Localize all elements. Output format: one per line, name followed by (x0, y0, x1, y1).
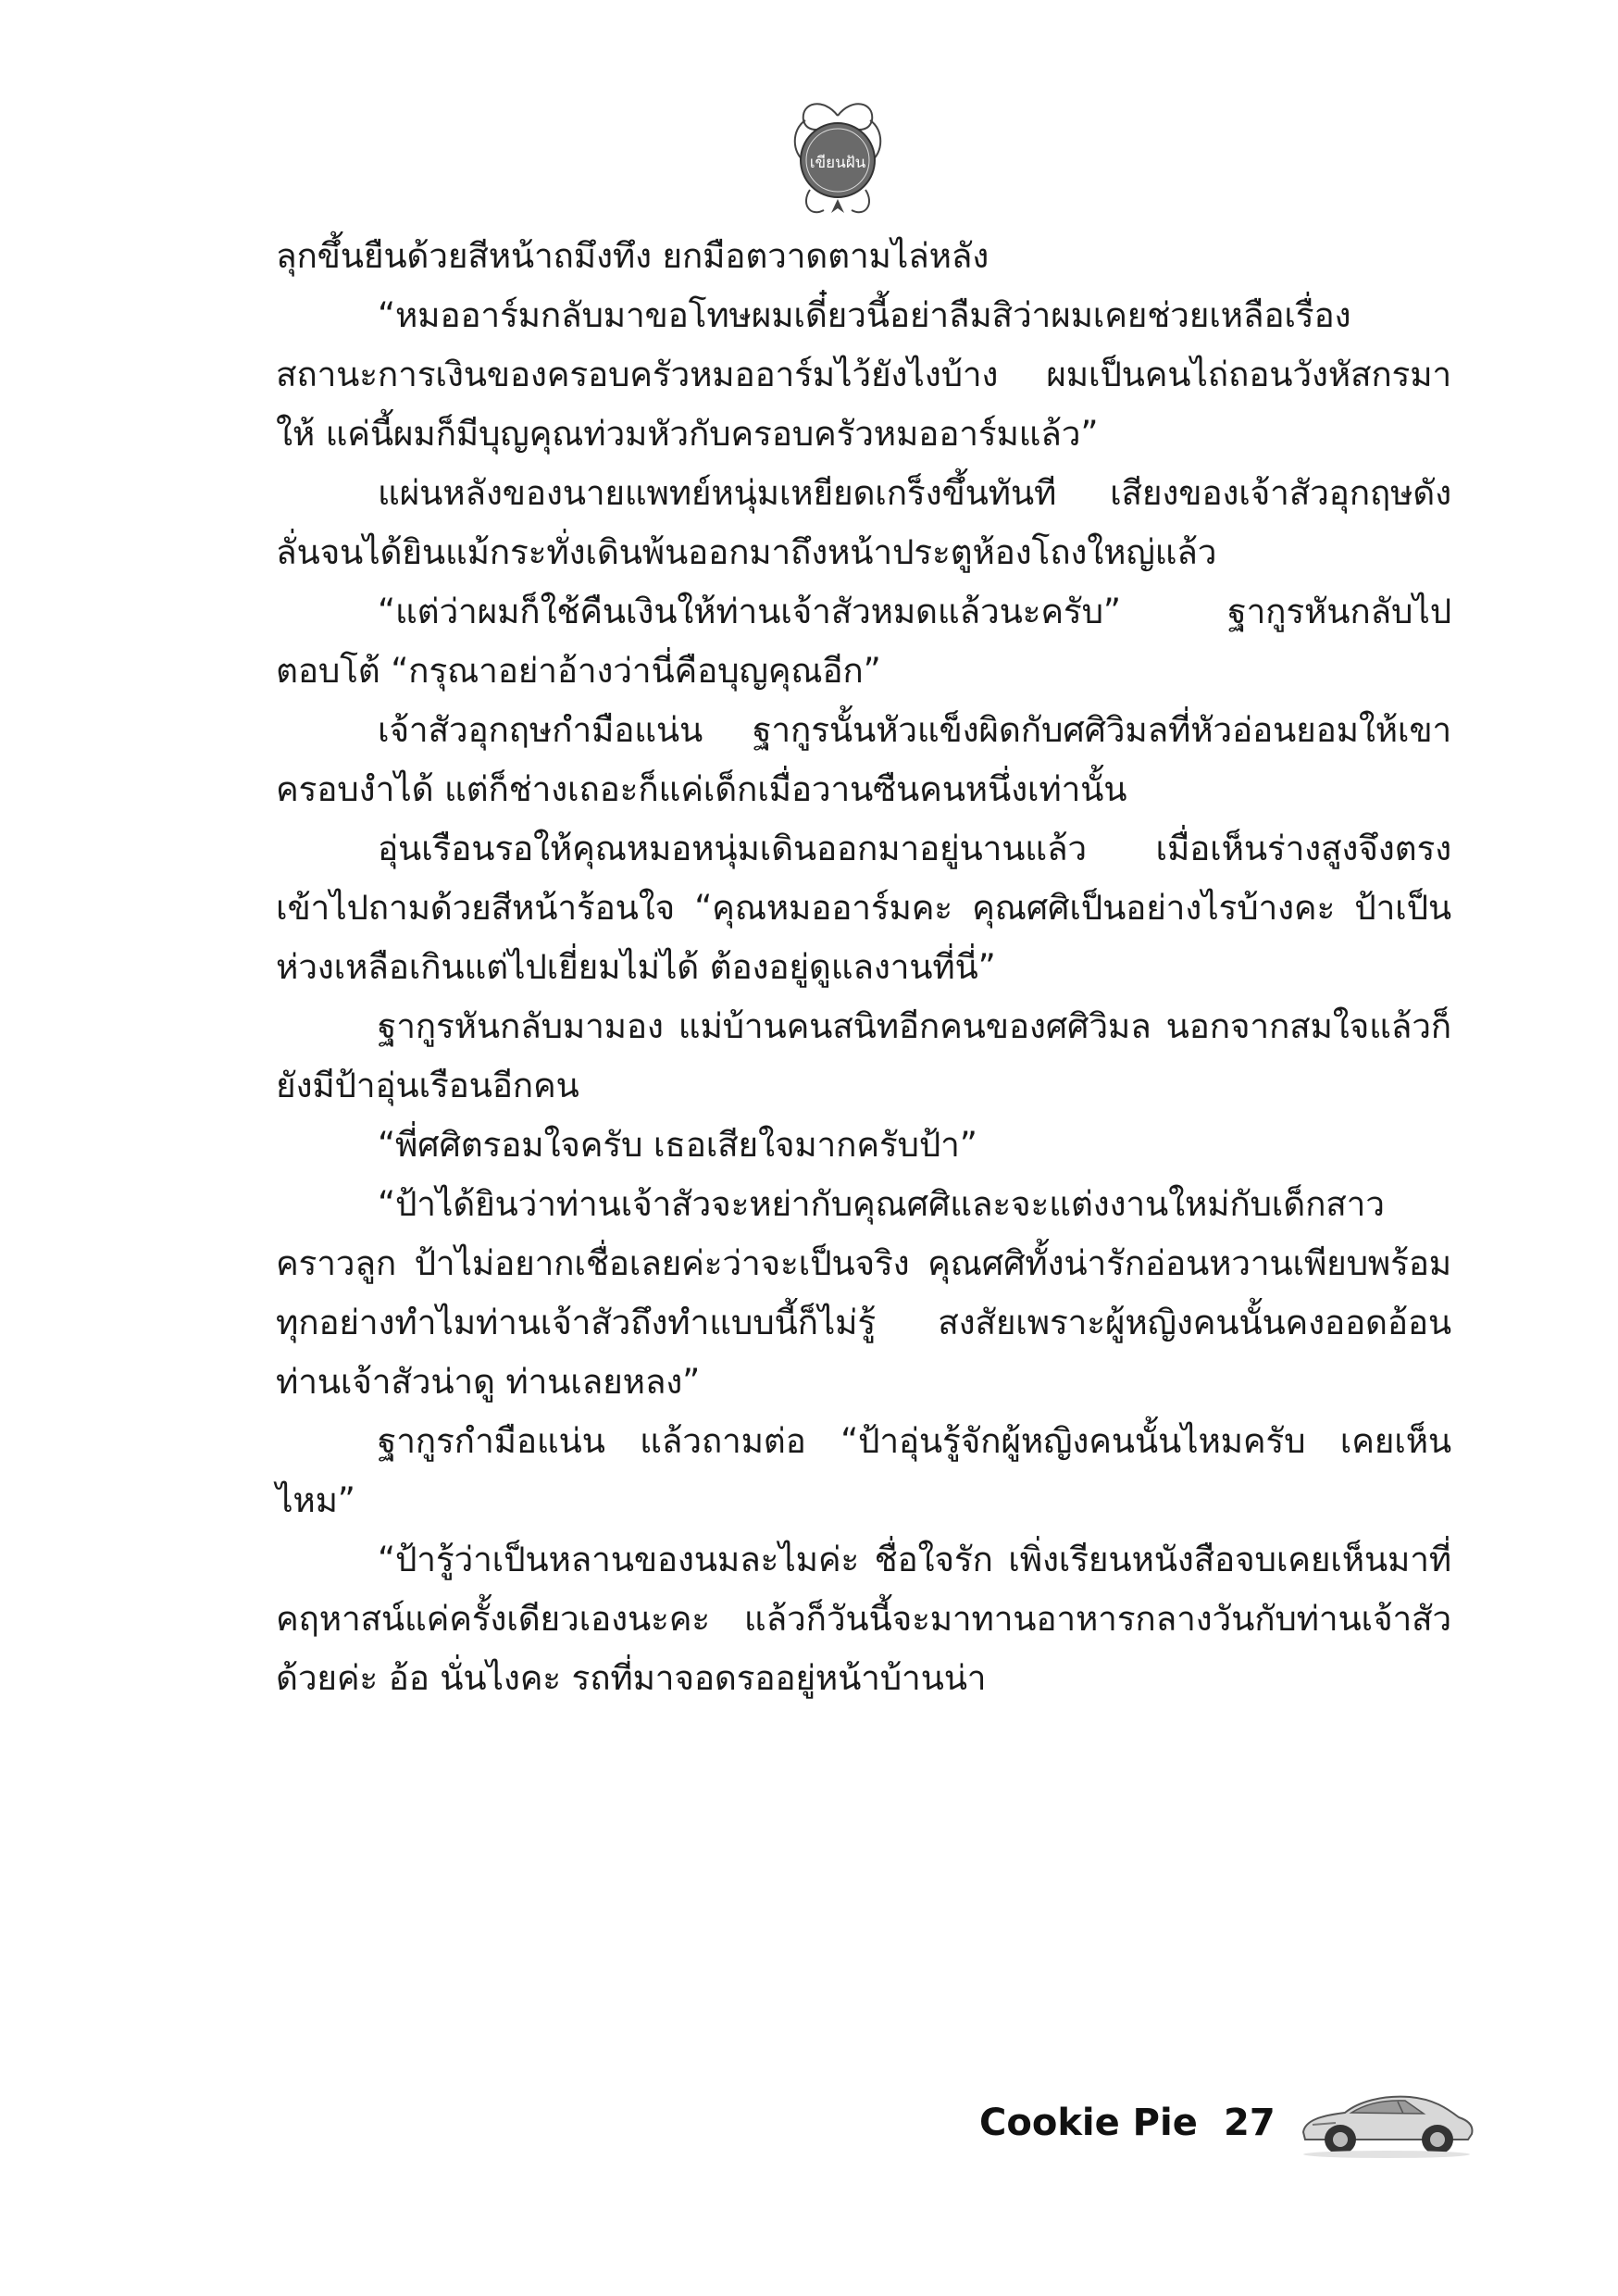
ornament-text: เขียนฝัน (809, 154, 866, 172)
paragraph: ฐากูรกำมือแน่น แล้วถามต่อ “ป้าอุ่นรู้จักผู้หญิงคนนั้นไหมครับ เคยเห็นไหม” (276, 1421, 1451, 1520)
paragraph: แผ่นหลังของนายแพทย์หนุ่มเหยียดเกร็งขึ้นทันที เสียงของเจ้าสัวอุกฤษดังลั่นจนได้ยินแม้กระทั่งเดินพ้นออกมาถึงหน้าประตูห้องโถงใหญ่แล้ว (276, 473, 1451, 572)
paragraph: ลุกขึ้นยืนด้วยสีหน้าถมึงทึง ยกมือตวาดตามไล่หลัง (276, 236, 989, 276)
paragraph: “พี่ศศิตรอมใจครับ เธอเสียใจมากครับป้า” (378, 1125, 977, 1165)
paragraph: “ป้าได้ยินว่าท่านเจ้าสัวจะหย่ากับคุณศศิและจะแต่งงานใหม่กับเด็กสาวคราวลูก ป้าไม่อยากเชื่อเลยค่ะว่าจะเป็นจริง คุณศศิทั้งน่ารักอ่อนหวานเพียบพร้อมทุกอย่างทำไมท่านเจ้าสัวถึงทำแบบนี้ก็ไม่รู้ สงสัยเพราะผู้หญิงคนนั้นคงออดอ้อนท่านเจ้าสัวน่าดู ท่านเลยหลง” (276, 1184, 1451, 1402)
footer-brand: Cookie Pie (979, 2102, 1198, 2144)
paragraph: อุ่นเรือนรอให้คุณหมอหนุ่มเดินออกมาอยู่นานแล้ว เมื่อเห็นร่างสูงจึงตรงเข้าไปถามด้วยสีหน้าร้อนใจ “คุณหมออาร์มคะ คุณศศิเป็นอย่างไรบ้างคะ ป้าเป็นห่วงเหลือเกินแต่ไปเยี่ยมไม่ได้ ต้องอยู่ดูแลงานที่นี่” (276, 829, 1451, 987)
paragraph: ฐากูรหันกลับมามอง แม่บ้านคนสนิทอีกคนของศศิวิมล นอกจากสมใจแล้วก็ยังมีป้าอุ่นเรือนอีกคน (276, 1006, 1451, 1105)
paragraph: “หมออาร์มกลับมาขอโทษผมเดี๋ยวนี้อย่าลืมสิว่าผมเคยช่วยเหลือเรื่องสถานะการเงินของครอบครัวหมออาร์มไว้ยังไงบ้าง ผมเป็นคนไถ่ถอนวังหัสกรมาให้ แค่นี้ผมก็มีบุญคุณท่วมหัวกับครอบครัวหมออาร์มแล้ว” (276, 295, 1451, 454)
page-number: 27 (1224, 2102, 1276, 2144)
paragraph: “ป้ารู้ว่าเป็นหลานของนมละไมค่ะ ชื่อใจรัก เพิ่งเรียนหนังสือจบเคยเห็นมาที่คฤหาสน์แค่ครั้งเดียวเองนะคะ แล้วก็วันนี้จะมาทานอาหารกลางวันกับท่านเจ้าสัวด้วยค่ะ อ้อ นั่นไงคะ รถที่มาจอดรออยู่หน้าบ้านน่า (276, 1540, 1451, 1698)
paragraph: “แต่ว่าผมก็ใช้คืนเงินให้ท่านเจ้าสัวหมดแล้วนะครับ” ฐากูรหันกลับไปตอบโต้ “กรุณาอย่าอ้างว่านี่คือบุญคุณอีก” (276, 592, 1451, 691)
winged-emblem-icon (768, 88, 907, 227)
paragraph: เจ้าสัวอุกฤษกำมือแน่น ฐากูรนั้นหัวแข็งผิดกับศศิวิมลที่หัวอ่อนยอมให้เขาครอบงำได้ แต่ก็ช่างเถอะก็แค่เด็กเมื่อวานซืนคนหนึ่งเท่านั้น (276, 710, 1451, 809)
page-body-text (276, 227, 1451, 1708)
sedan-car-icon (1294, 2078, 1479, 2162)
